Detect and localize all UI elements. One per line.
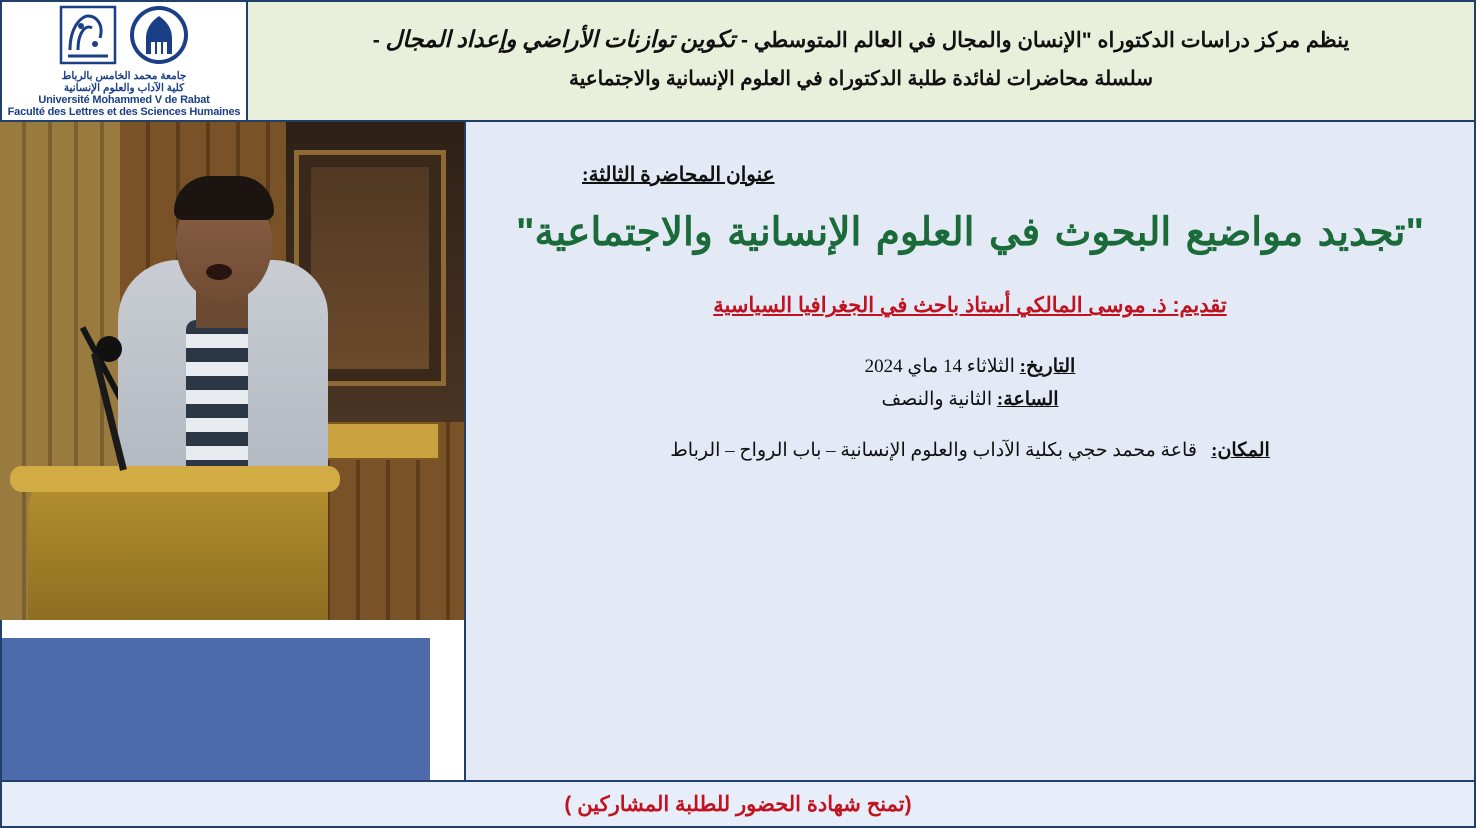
poster-footer (2, 780, 1474, 826)
place-label: المكان: (1211, 440, 1270, 462)
organizer-line (373, 23, 1350, 58)
poster-content (466, 122, 1474, 780)
logo-latin-name (8, 94, 241, 119)
university-emblem-icon (58, 4, 118, 71)
place-row (512, 435, 1428, 467)
time-row (512, 385, 1428, 415)
speaker-mouth (206, 264, 232, 280)
presenter-line: تقديم: ذ. موسى المالكي أستاذ باحث في الجغرافيا السياسية (713, 294, 1227, 318)
footer-note: (تمنح شهادة الحضور للطلبة المشاركين ) (564, 792, 912, 816)
poster-body (2, 122, 1474, 780)
place-value: قاعة محمد حجي بكلية الآداب والعلوم الإنسانية – باب الرواح – الرباط (670, 440, 1197, 462)
logo-arabic-line2: كلية الآداب والعلوم الإنسانية (63, 82, 185, 95)
header-text-block (248, 2, 1474, 120)
logo-latin-line2: Faculté des Lettres et des Sciences Humaines (7, 106, 241, 119)
photo-wall-plaque (310, 422, 440, 460)
organizer-emphasis: تكوين توازنات الأراضي وإعداد المجال (385, 26, 736, 52)
logo-latin-line1: Université Mohammed V de Rabat (38, 94, 210, 107)
faculty-emblem-icon (128, 4, 190, 71)
photo-wall-frame-inner (311, 167, 429, 369)
poster-header (2, 2, 1474, 122)
university-logo-block (2, 2, 248, 120)
microphone-head-icon (96, 336, 122, 362)
decorative-blue-block (2, 620, 464, 780)
lecture-title: "تجديد مواضيع البحوث في العلوم الإنسانية والاجتماعية" (516, 211, 1424, 254)
lectern-top (10, 466, 340, 492)
organizer-suffix: - (372, 28, 386, 52)
logo-arabic-line1: جامعة محمد الخامس بالرباط (61, 70, 187, 82)
speaker-photo (0, 122, 464, 620)
lectern (28, 470, 328, 620)
logo-marks (58, 4, 190, 70)
lecture-label: عنوان المحاضرة الثالثة: (582, 164, 775, 186)
time-label: الساعة: (996, 388, 1059, 410)
poster-right-column (2, 122, 466, 780)
speaker-scarf (186, 320, 248, 490)
date-value: الثلاثاء 14 ماي 2024 (864, 356, 1015, 378)
decorative-blue-block-inner (2, 638, 430, 780)
time-value: الثانية والنصف (881, 388, 993, 410)
date-label: التاريخ: (1019, 356, 1076, 378)
date-row (512, 352, 1428, 382)
logo-arabic-name (62, 70, 187, 94)
organizer-prefix: ينظم مركز دراسات الدكتوراه "الإنسان والمجال في العالم المتوسطي - (735, 28, 1350, 52)
header-subtitle: سلسلة محاضرات لفائدة طلبة الدكتوراه في العلوم الإنسانية والاجتماعية (568, 68, 1154, 91)
speaker-hair (174, 176, 274, 220)
